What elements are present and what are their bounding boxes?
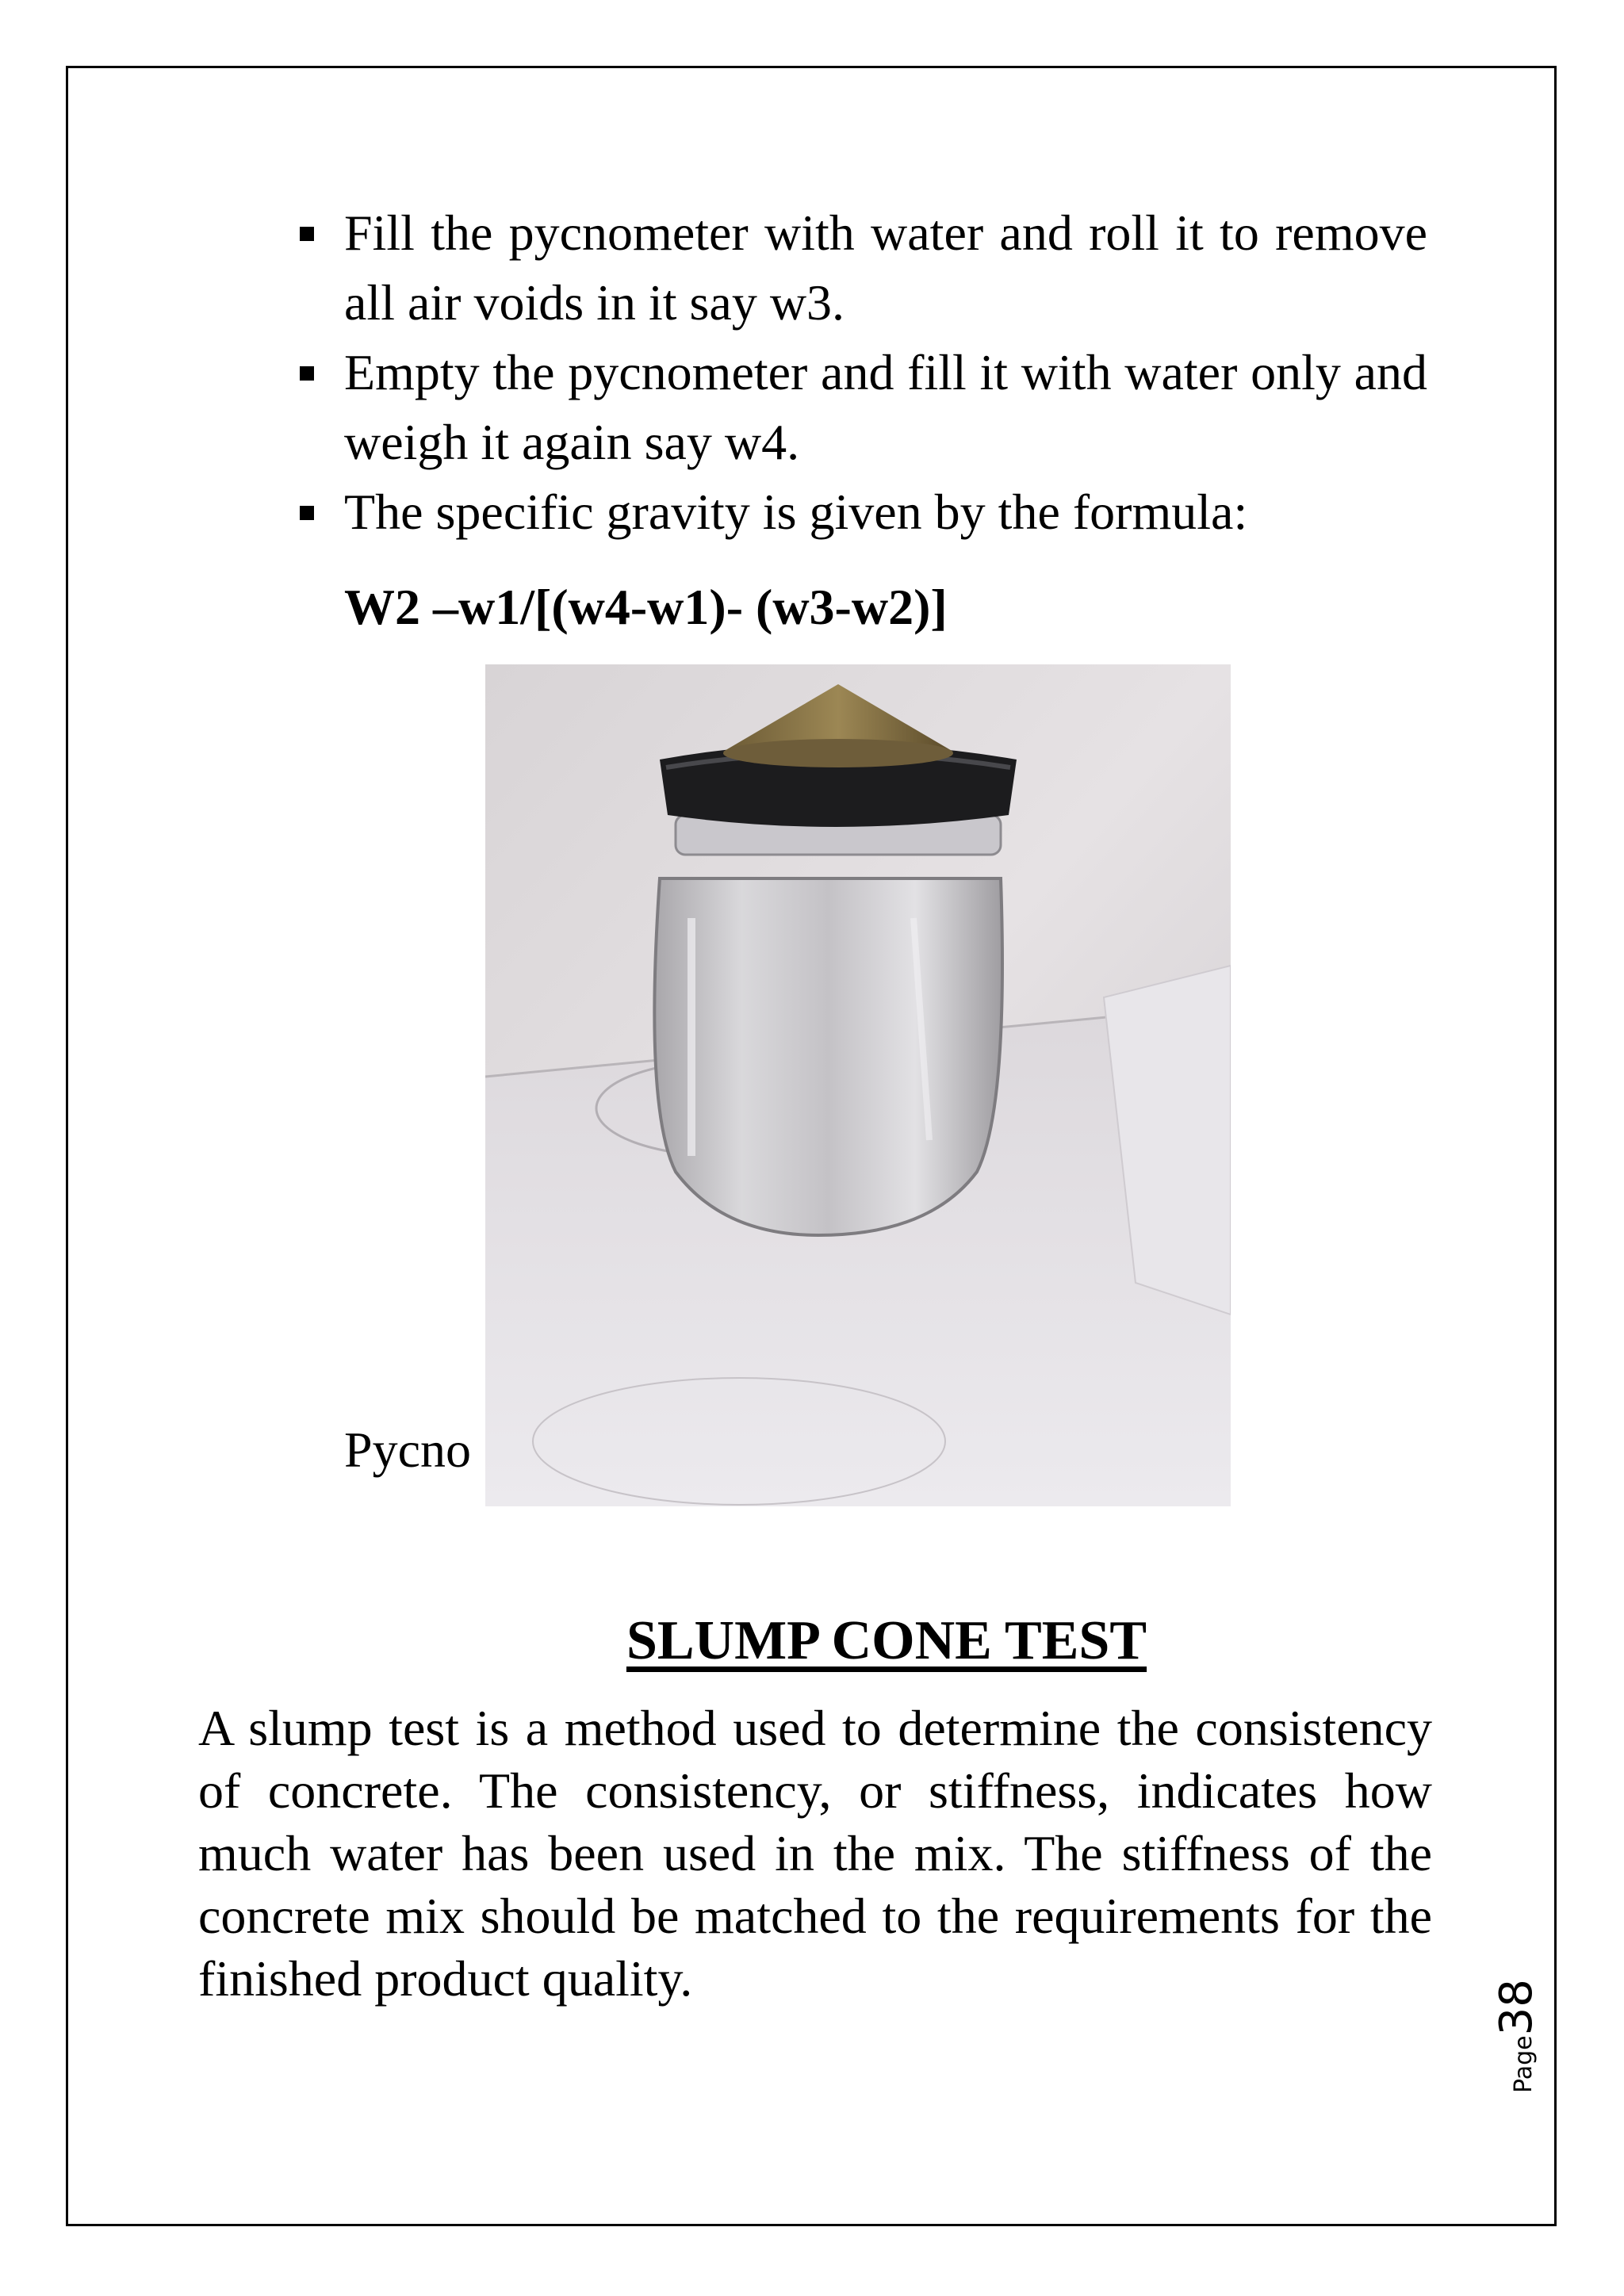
- page-number: [1491, 1966, 1542, 2093]
- bullet-text: The specific gravity is given by the formula:: [344, 484, 1248, 540]
- page-label: Page: [1510, 2035, 1538, 2093]
- section-paragraph: A slump test is a method used to determine the consistency of concrete. The consistency, or stiffness, indicates how much water has been used in the mix. The stiffness of the concrete mix should be matched to the requirements for the finished product quality.: [198, 1700, 1432, 2007]
- bullet-text: Fill the pycnometer with water and roll it to remove all air voids in it say w3.: [344, 205, 1427, 331]
- bullet-item: [293, 338, 1427, 477]
- section-title: SLUMP CONE TEST: [626, 1610, 1147, 1671]
- page-number-value: 38: [1491, 1979, 1542, 2036]
- specific-gravity-formula: W2 –w1/[(w4-w1)- (w3-w2)]: [344, 579, 948, 635]
- figure-caption-partial: Pycno: [344, 1422, 471, 1478]
- pycnometer-photo: [485, 664, 1231, 1506]
- bullet-text: Empty the pycnometer and fill it with water only and weigh it again say w4.: [344, 344, 1427, 470]
- bullet-item: [293, 477, 1427, 547]
- square-bullet-icon: [300, 366, 314, 381]
- bullet-item: [293, 198, 1427, 338]
- square-bullet-icon: [300, 506, 314, 520]
- procedure-bullet-list: [293, 198, 1427, 547]
- square-bullet-icon: [300, 227, 314, 241]
